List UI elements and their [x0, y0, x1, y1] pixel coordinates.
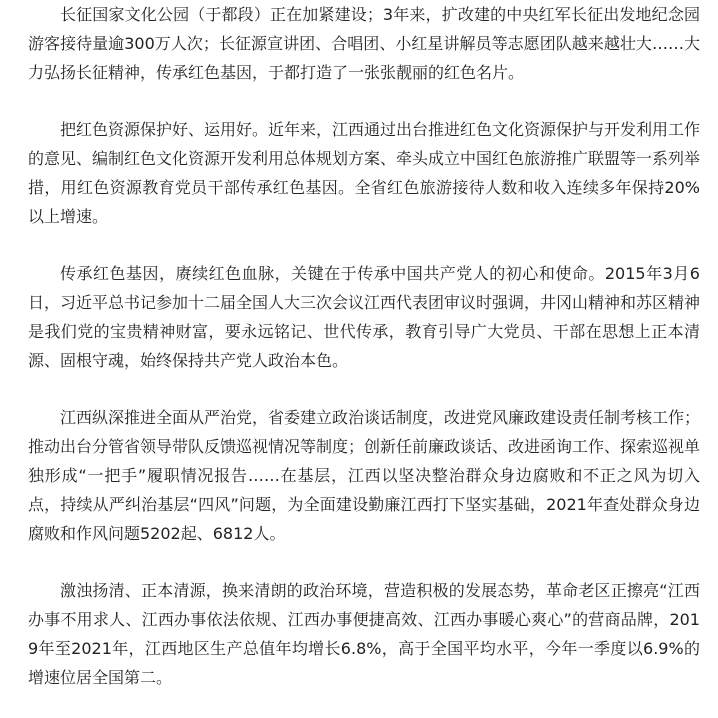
article-paragraph-4: 江西纵深推进全面从严治党，省委建立政治谈话制度，改进党风廉政建设责任制考核工作；推动出台分管省领导带队反馈巡视情况等制度；创新任前廉政谈话、改进函询工作、探索巡视单独形成“一把手”履职情况报告……在基层，江西以坚决整治群众身边腐败和不正之风为切入点，持续从严纠治基层“四风”问题，为全面建设勤廉江西打下坚实基础，2021年查处群众身边腐败和作风问题5202起、6812人。	[28, 408, 701, 543]
article-paragraph-5: 激浊扬清、正本清源，换来清朗的政治环境，营造积极的发展态势，革命老区正擦亮“江西办事不用求人、江西办事依法依规、江西办事便捷高效、江西办事暖心爽心”的营商品牌，2019年至2021年，江西地区生产总值年均增长6.8%，高于全国平均水平，今年一季度以6.9%的增速位居全国第二。	[28, 581, 700, 687]
article-paragraph-3: 传承红色基因，赓续红色血脉，关键在于传承中国共产党人的初心和使命。2015年3月6日，习近平总书记参加十二届全国人大三次会议江西代表团审议时强调，井冈山精神和苏区精神是我们党的宝贵精神财富，要永远铭记、世代传承，教育引导广大党员、干部在思想上正本清源、固根守魂，始终保持共产党人政治本色。	[28, 264, 701, 370]
article-paragraph-1: 长征国家文化公园（于都段）正在加紧建设；3年来，扩改建的中央红军长征出发地纪念园游客接待量逾300万人次；长征源宣讲团、合唱团、小红星讲解员等志愿团队越来越壮大……大力弘扬长征精神，传承红色基因，于都打造了一张张靓丽的红色名片。	[28, 5, 700, 82]
article-paragraph-2: 把红色资源保护好、运用好。近年来，江西通过出台推进红色文化资源保护与开发利用工作的意见、编制红色文化资源开发利用总体规划方案、牵头成立中国红色旅游推广联盟等一系列举措，用红色资源教育党员干部传承红色基因。全省红色旅游接待人数和收入连续多年保持20%以上增速。	[28, 120, 701, 226]
article-body	[28, 0, 700, 692]
